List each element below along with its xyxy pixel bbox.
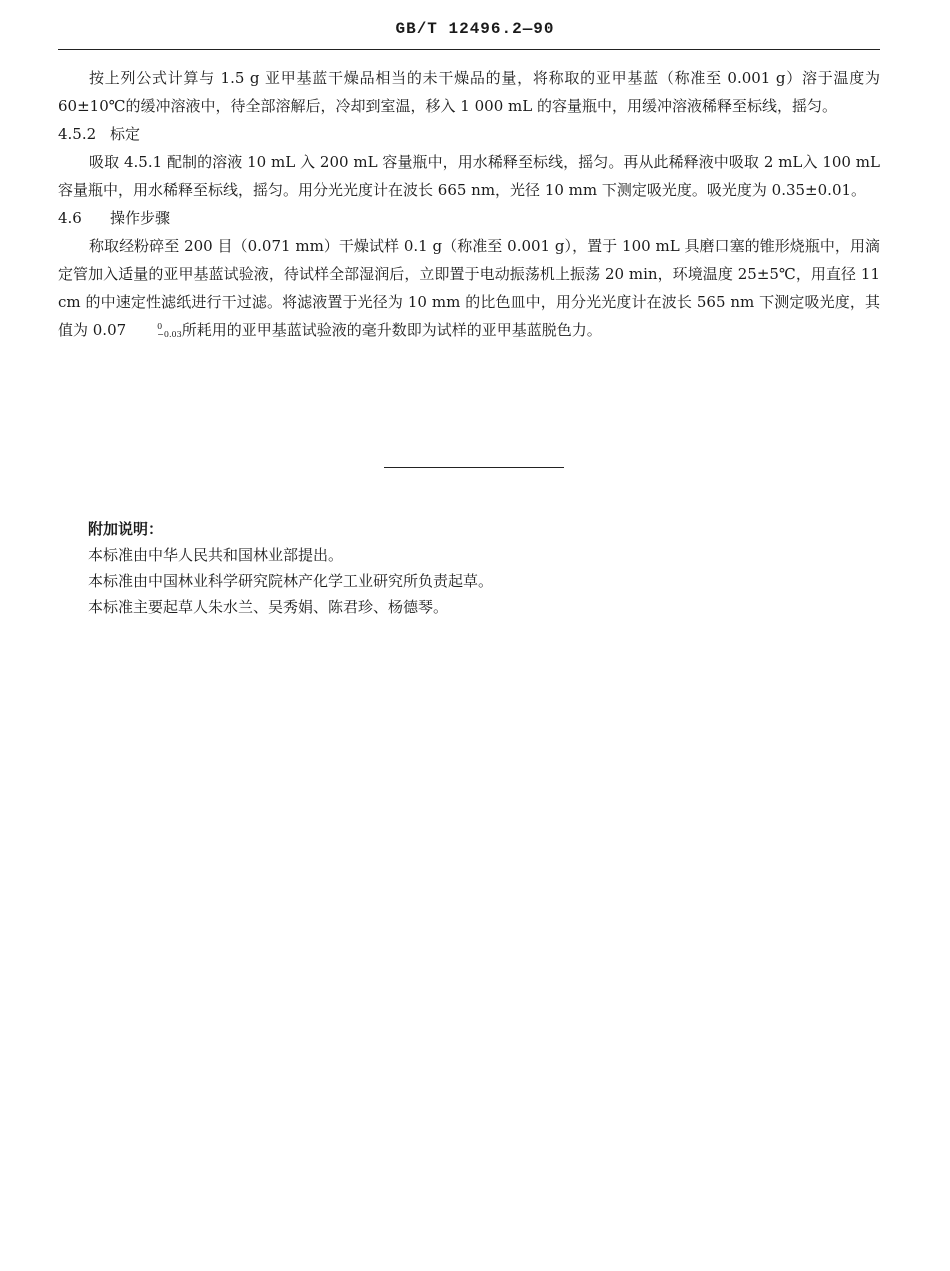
section-end-divider <box>384 467 564 468</box>
paragraph-procedure <box>58 232 880 344</box>
section-title: 标定 <box>110 125 141 143</box>
section-heading-4-5-2 <box>58 120 880 148</box>
appendix-title: 附加说明： <box>88 520 164 538</box>
section-number: 4.6 <box>58 209 82 227</box>
procedure-text-start: 称取经粉碎至 200 目（0.071 mm）干燥试样 0.1 g（称准至 0.001 g），置于 100 mL 具磨口塞的锥形烧瓶中，用滴定管加入适量的亚甲基蓝试验液，待试样全部湿润后，立即置于电动振荡机上振荡 20 min，环境温度 25±5℃，用直径 11 cm 的中速定性滤纸进行干过滤。将滤液置于光径为 10 mm 的比色皿中，用分光光度计在波长 565 nm 下测定吸光度，其值为 0.07 <box>58 237 880 339</box>
paragraph-solution-prep: 按上列公式计算与 1.5 g 亚甲基蓝干燥品相当的未干燥品的量，将称取的亚甲基蓝（称准至 0.001 g）溶于温度为 60±10℃的缓冲溶液中，待全部溶解后，冷却到室温，移入 1 000 mL 的容量瓶中，用缓冲溶液稀释至标线，摇匀。 <box>58 69 880 115</box>
appendix-line-drafter: 本标准由中国林业科学研究院林产化学工业研究所负责起草。 <box>88 572 494 590</box>
section-title: 操作步骤 <box>110 209 171 227</box>
tolerance-stack <box>126 323 182 339</box>
appendix-line-proposer: 本标准由中华人民共和国林业部提出。 <box>88 546 344 564</box>
procedure-text-end: 所耗用的亚甲基蓝试验液的毫升数即为试样的亚甲基蓝脱色力。 <box>181 321 602 339</box>
appendix-notes <box>88 516 880 620</box>
paragraph-calibration: 吸取 4.5.1 配制的溶液 10 mL 入 200 mL 容量瓶中，用水稀释至标线，摇匀。再从此稀释液中吸取 2 mL入 100 mL 容量瓶中，用水稀释至标线，摇匀。用分光光度计在波长 665 nm，光径 10 mm 下测定吸光度。吸光度为 0.35±0.01。 <box>58 153 880 199</box>
section-number: 4.5.2 <box>58 125 97 143</box>
tolerance-upper: 0 <box>157 322 163 331</box>
main-content <box>58 64 880 344</box>
appendix-line-authors: 本标准主要起草人朱水兰、吴秀娟、陈君珍、杨德琴。 <box>88 598 449 616</box>
tolerance-lower: −0.03 <box>157 330 182 339</box>
header-divider <box>58 49 880 50</box>
standard-code-header: GB/T 12496.2—90 <box>395 20 555 38</box>
section-heading-4-6 <box>58 204 880 232</box>
